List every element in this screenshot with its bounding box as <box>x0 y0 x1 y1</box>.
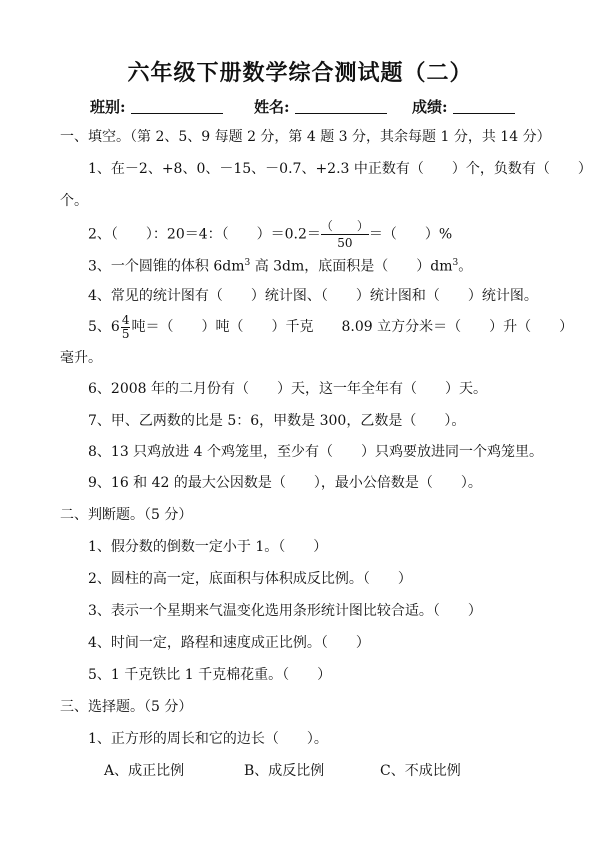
question-1-5-prefix: 5、6 <box>88 319 120 335</box>
score-field[interactable] <box>453 97 515 114</box>
question-1-3-part-b: 高 3dm，底面积是（ ）dm <box>250 258 453 275</box>
judgment-item-1: 1、假分数的倒数一定小于 1。（ ） <box>88 539 328 555</box>
question-1-9: 9、16 和 42 的最大公因数是（ ），最小公倍数是（ ）。 <box>88 475 482 491</box>
choice-question-1: 1、正方形的周长和它的边长（ ）。 <box>88 731 328 747</box>
question-1-1: 1、在－2、+8、0、－15、－0.7、+2.3 中正数有（ ）个，负数有（ ） <box>88 161 592 177</box>
name-field[interactable] <box>295 97 387 114</box>
judgment-item-5: 5、1 千克铁比 1 千克棉花重。（ ） <box>88 667 332 683</box>
question-1-3-part-c: 。 <box>458 258 473 275</box>
question-1-7: 7、甲、乙两数的比是 5：6，甲数是 300，乙数是（ ）。 <box>88 413 466 429</box>
question-1-5 <box>88 312 573 342</box>
question-1-2-fraction <box>321 218 369 251</box>
choice-option-b: B、成反比例 <box>244 763 325 779</box>
fraction-denominator: 50 <box>337 236 353 250</box>
choice-option-c: C、不成比例 <box>380 763 461 779</box>
superscript-cubed: 3 <box>244 258 251 268</box>
judgment-item-2: 2、圆柱的高一定，底面积与体积成反比例。（ ） <box>88 571 412 587</box>
choice-option-a: A、成正比例 <box>104 763 185 779</box>
question-1-2 <box>88 218 452 251</box>
judgment-item-3: 3、表示一个星期来气温变化选用条形统计图比较合适。（ ） <box>88 603 482 619</box>
section1-heading: 一、填空。（第 2、5、9 每题 2 分，第 4 题 3 分，其余每题 1 分，共 14 分） <box>60 129 551 145</box>
question-1-2-prefix: 2、（ ）：20＝4：（ ）＝0.2＝ <box>88 226 321 243</box>
question-1-3 <box>88 254 472 276</box>
superscript-cubed: 3 <box>452 258 459 268</box>
score-label: 成绩: <box>412 98 448 116</box>
name-label: 姓名: <box>254 98 290 116</box>
question-1-2-suffix: ＝（ ）% <box>368 226 453 243</box>
class-field[interactable] <box>131 97 223 114</box>
section3-heading: 三、选择题。（5 分） <box>60 699 193 715</box>
question-1-4: 4、常见的统计图有（ ）统计图、（ ）统计图和（ ）统计图。 <box>88 288 538 304</box>
fraction-numerator: 4 <box>121 312 130 327</box>
fraction-numerator: （ ） <box>320 219 369 233</box>
question-1-5-continued: 毫升。 <box>60 350 102 366</box>
question-1-5-suffix: 吨＝（ ）吨（ ）千克 8.09 立方分米＝（ ）升（ ） <box>131 319 574 335</box>
section2-heading: 二、判断题。（5 分） <box>60 507 193 523</box>
page-title: 六年级下册数学综合测试题（二） <box>127 60 473 86</box>
fraction-denominator: 5 <box>121 326 130 341</box>
judgment-item-4: 4、时间一定，路程和速度成正比例。（ ） <box>88 635 370 651</box>
question-1-3-part-a: 3、一个圆锥的体积 6dm <box>88 258 245 275</box>
question-1-6: 6、2008 年的二月份有（ ）天，这一年全年有（ ）天。 <box>88 381 487 397</box>
mixed-number-fraction <box>121 314 131 341</box>
student-info-line <box>90 96 530 117</box>
question-1-8: 8、13 只鸡放进 4 个鸡笼里，至少有（ ）只鸡要放进同一个鸡笼里。 <box>88 444 543 460</box>
question-1-1-continued: 个。 <box>60 193 88 209</box>
class-label: 班别: <box>90 98 126 116</box>
